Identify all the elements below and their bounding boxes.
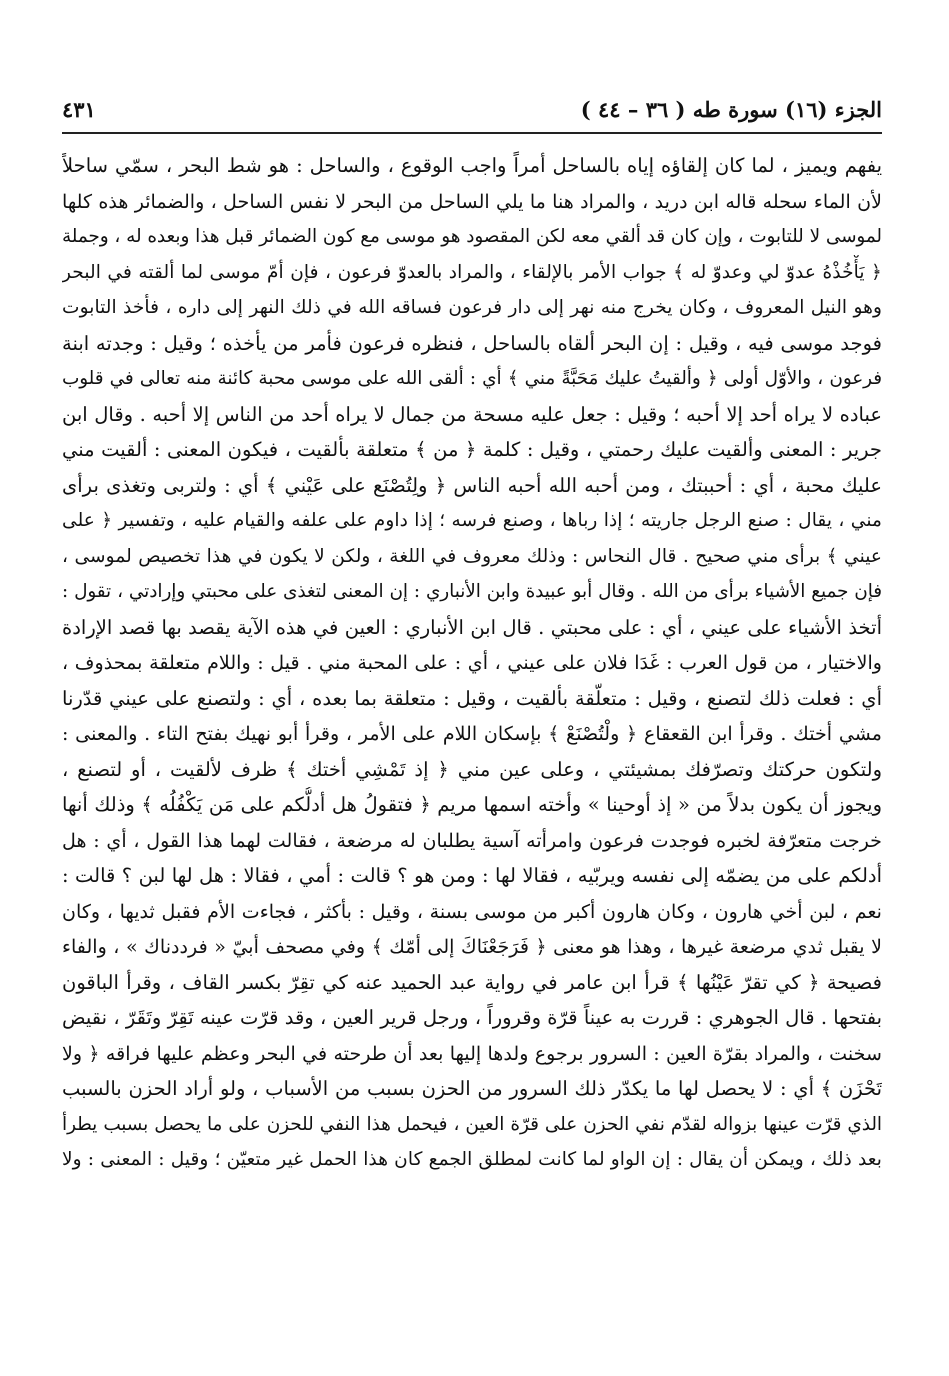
- text-line: لا يقبل ثدي مرضعة غيرها ، وهذا هو معنى ﴿ فَرَجَعْنَاكَ إلى أمّك ﴾ وفي مصحف أبيّ « فرددناك » ، والفاء: [62, 935, 882, 958]
- text-line: والاختيار ، من قول العرب : غَدَا فلان على عيني ، أي : على المحبة مني . قيل : واللام متعلقة بمحذوف ،: [62, 651, 882, 674]
- text-line: الذي قرّت عينها بزواله لقدّم نفي الحزن على قرّة العين ، فيحمل هذا النفي للحزن على ما يحصل بسبب يطرأ: [62, 1113, 882, 1135]
- text-line: سخنت ، والمراد بقرّة العين : السرور برجوع ولدها إليها بعد أن طرحته في البحر وعظم عليها فراقه ﴿ ولا: [62, 1041, 882, 1065]
- text-line: وهو النيل المعروف ، وكان يخرج منه نهر إلى دار فرعون فساقه الله في ذلك النهر إلى داره ، فأخذ التابوت: [62, 297, 882, 318]
- text-line: ولتكون حركتك وتصرّفك بمشيئتي ، وعلى عين مني ﴿ إذ تَمْشِي أختك ﴾ ظرف لألقيت ، أو لتصنع ،: [62, 757, 882, 781]
- text-line: بفتحها . قال الجوهري : قررت به عيناً قرّة وقروراً ، ورجل قرير العين ، وقد قرّت عينه تَقِرّ وتَقَرّ ، نقيض: [62, 1006, 882, 1029]
- text-line: بعد ذلك ، ويمكن أن يقال : إن الواو لما كانت لمطلق الجمع كان هذا الحمل غير متعيّن ؛ وقيل : المعنى : ولا: [62, 1149, 882, 1170]
- text-line: أتخذ الأشياء على عيني ، أي : على محبتي . قال ابن الأنباري : العين في هذه الآية يقصد بها قصد الإرادة: [62, 615, 882, 639]
- text-line: عباده لا يراه أحد إلا أحبه ؛ وقيل : جعل عليه مسحة من جمال لا يراه أحد من الناس إلا أحبه . وقال ابن: [62, 402, 882, 426]
- text-line: أي : فعلت ذلك لتصنع ، وقيل : متعلّقة بألقيت ، وقيل : متعلقة بما بعده ، أي : ولتصنع على عيني قدّرنا: [62, 686, 882, 710]
- commentary-text: [62, 148, 882, 1178]
- text-line: ويجوز أن يكون بدلاً من « إذ أوحينا » وأخته اسمها مريم ﴿ فتقولُ هل أدلُّكم على مَن يَكْفُلُه ﴾ وذلك أنها: [62, 793, 882, 816]
- text-line: عيني ﴾ برأى مني صحيح . قال النحاس : وذلك معروف في اللغة ، ولكن لا يكون في هذا تخصيص لموسى ،: [62, 545, 882, 567]
- text-line: نعم ، لبن أخي هارون ، وكان هارون أكبر من موسى بسنة ، وقيل : بأكثر ، فجاءت الأم فقبل ثديها ، وكان: [62, 899, 882, 923]
- page-header: [62, 92, 882, 126]
- text-line: تَحْزَن ﴾ أي : لا يحصل لها ما يكدّر ذلك السرور من الحزن بسبب من الأسباب ، ولو أراد الحزن بالسبب: [62, 1077, 882, 1100]
- page-number: ٤٣١: [62, 96, 96, 122]
- text-line: فإن جميع الأشياء برأى من الله . وقال أبو عبيدة وابن الأنباري : إن المعنى لتغذى على محبتي وإرادتي ، تقول :: [62, 581, 882, 602]
- text-line: خرجت متعرّفة لخبره فوجدت فرعون وامرأته آسية يطلبان له مرضعة ، فقالت لهما هذا القول ، أي : هل: [62, 828, 882, 852]
- text-line: يفهم ويميز ، لما كان إلقاؤه إياه بالساحل أمراً واجب الوقوع ، والساحل : هو شط البحر ، سمّي ساحلاً: [62, 154, 882, 177]
- text-line: جرير : المعنى وألقيت عليك رحمتي ، وقيل : كلمة ﴿ من ﴾ متعلقة بألقيت ، فيكون المعنى : ألقيت مني: [62, 438, 882, 461]
- text-line: مشي أختك . وقرأ ابن القعقاع ﴿ ولْتُصْنَعْ ﴾ بإسكان اللام على الأمر ، وقرأ أبو نهيك بفتح التاء . والمعنى :: [62, 722, 882, 745]
- text-line: أدلكم على من يضمّه إلى نفسه ويربّيه ، فقالا لها : ومن هو ؟ قالت : أمي ، فقالا : هل لها لبن ؟ قالت :: [62, 864, 882, 887]
- text-line: لأن الماء سحله قاله ابن دريد ، والمراد هنا ما يلي الساحل من البحر لا نفس الساحل ، والضمائر هذه كلها: [62, 189, 882, 213]
- text-line: عليك محبة ، أي : أحببتك ، ومن أحبه الله أحبه الناس ﴿ ولِتُصْنَع على عَيْني ﴾ أي : ولتربى وتغذى برأى: [62, 473, 882, 497]
- text-line: لموسى لا للتابوت ، وإن كان قد ألقي معه لكن المقصود هو موسى مع كون الضمائر قبل هذا وبعده له ، وجملة: [62, 226, 882, 247]
- text-line: مني ، يقال : صنع الرجل جاريته ؛ إذا رباها ، وصنع فرسه ؛ إذا داوم على علفه والقيام عليه ، وتفسير ﴿ على: [62, 510, 882, 531]
- text-line: فرعون ، والأوّل أولى ﴿ وألقيتُ عليك مَحَبَّةً مني ﴾ أي : ألقى الله على موسى محبة كائنة منه تعالى في قلوب: [62, 368, 882, 389]
- header-rule: [62, 132, 882, 134]
- text-line: فصيحة ﴿ كي تقرّ عَيْنُها ﴾ قرأ ابن عامر في رواية عبد الحميد عنه كي تقِرّ بكسر القاف ، وقرأ الباقون: [62, 970, 882, 994]
- text-line: فوجد موسى فيه ، وقيل : إن البحر ألقاه بالساحل ، فنظره فرعون فأمر من يأخذه ؛ وقيل : وجدته ابنة: [62, 331, 882, 355]
- running-title: الجزء (١٦) سورة طه ( ٣٦ – ٤٤ ): [580, 96, 882, 122]
- text-line: ﴿ يَأْخُذْهُ عدوّ لي وعدوّ له ﴾ جواب الأمر بالإلقاء ، والمراد بالعدوّ فرعون ، فإن أمّ موسى لما ألقته في البحر: [62, 261, 882, 283]
